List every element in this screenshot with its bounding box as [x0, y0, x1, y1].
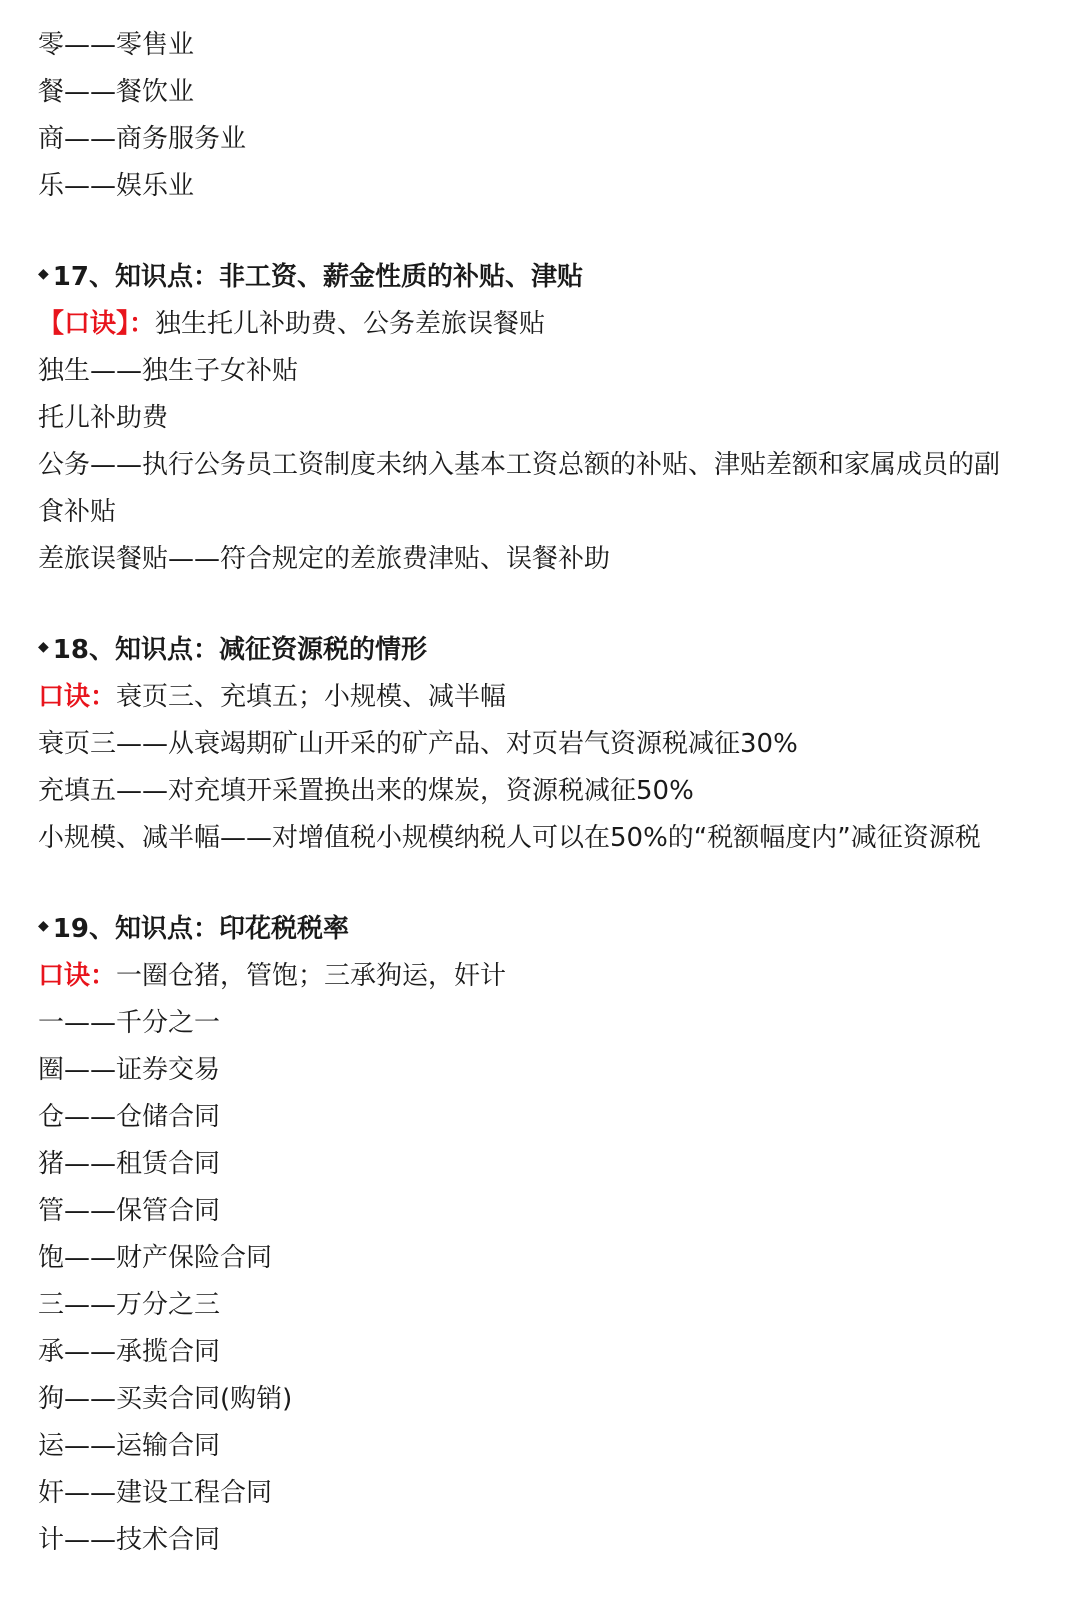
list-item: 零——零售业	[38, 30, 195, 60]
list-item: 奸——建设工程合同	[38, 1478, 273, 1508]
section-heading	[38, 254, 1080, 301]
list-item: 猪——租赁合同	[38, 1149, 221, 1179]
heading-text: 18、知识点：减征资源税的情形	[52, 635, 427, 665]
list-item: 计——技术合同	[38, 1525, 221, 1555]
list-item: 公务——执行公务员工资制度未纳入基本工资总额的补贴、津贴差额和家属成员的副	[38, 450, 1001, 480]
list-item: 一——千分之一	[38, 1008, 221, 1038]
section-heading	[38, 627, 1080, 674]
list-item: 乐——娱乐业	[38, 171, 195, 201]
mnemonic-line	[38, 674, 1080, 721]
section-19	[38, 906, 1080, 1564]
list-item: 商——商务服务业	[38, 124, 247, 154]
mnemonic-label: 【口诀】：	[38, 309, 156, 339]
diamond-bullet-icon: ◆	[38, 639, 49, 655]
list-item: 小规模、减半幅——对增值税小规模纳税人可以在50%的“税额幅度内”减征资源税	[38, 823, 981, 853]
list-item: 衰页三——从衰竭期矿山开采的矿产品、对页岩气资源税减征30%	[38, 729, 798, 759]
list-item: 运——运输合同	[38, 1431, 221, 1461]
diamond-bullet-icon: ◆	[38, 266, 49, 282]
mnemonic-line	[38, 953, 1080, 1000]
list-item: 饱——财产保险合同	[38, 1243, 273, 1273]
heading-text: 17、知识点：非工资、薪金性质的补贴、津贴	[52, 262, 583, 292]
mnemonic-text: 衰页三、充填五；小规模、减半幅	[116, 682, 507, 712]
diamond-bullet-icon: ◆	[38, 918, 49, 934]
section-18	[38, 627, 1080, 862]
list-item: 餐——餐饮业	[38, 77, 195, 107]
list-item: 狗——买卖合同(购销)	[38, 1384, 293, 1414]
heading-text: 19、知识点：印花税税率	[52, 914, 349, 944]
mnemonic-label: 口诀：	[38, 961, 117, 991]
mnemonic-line	[38, 301, 1080, 348]
list-item: 托儿补助费	[38, 403, 169, 433]
list-item: 充填五——对充填开采置换出来的煤炭，资源税减征50%	[38, 776, 694, 806]
list-item: 三——万分之三	[38, 1290, 221, 1320]
mnemonic-label: 口诀：	[38, 682, 117, 712]
section-17	[38, 254, 1080, 583]
section-heading	[38, 906, 1080, 953]
list-item: 食补贴	[38, 497, 117, 527]
list-item: 仓——仓储合同	[38, 1102, 221, 1132]
list-item: 独生——独生子女补贴	[38, 356, 299, 386]
list-item: 差旅误餐贴——符合规定的差旅费津贴、误餐补助	[38, 544, 611, 574]
mnemonic-text: 独生托儿补助费、公务差旅误餐贴	[155, 309, 546, 339]
list-item: 管——保管合同	[38, 1196, 221, 1226]
mnemonic-text: 一圈仓猪，管饱；三承狗运，奸计	[116, 961, 507, 991]
list-item: 圈——证券交易	[38, 1055, 221, 1085]
retail-list	[38, 22, 1080, 210]
list-item: 承——承揽合同	[38, 1337, 221, 1367]
